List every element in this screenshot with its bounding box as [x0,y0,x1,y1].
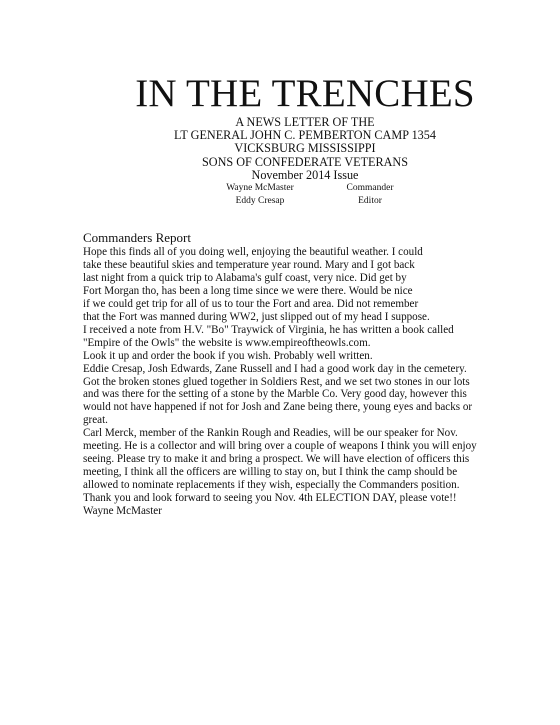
report-line: Wayne McMaster [83,505,162,518]
report-line: allowed to nominate replacements if they wish, especially the Commanders position. [83,479,460,492]
report-line: if we could get trip for all of us to tour the Fort and area. Did not remember [83,297,419,310]
report-line: Carl Merck, member of the Rankin Rough and Readies, will be our speaker for Nov. [83,427,458,440]
report-line: meeting. He is a collector and will bring over a couple of weapons I think you will enjoy [83,440,477,453]
report-line: and was there for the setting of a stone by the Marble Co. Very good day, however this [83,388,467,401]
masthead-line: VICKSBURG MISSISSIPPI [234,141,376,156]
masthead-line: SONS OF CONFEDERATE VETERANS [202,154,408,169]
report-body [83,246,543,518]
masthead [0,74,560,207]
report-line: great. [83,414,108,427]
report-line: Fort Morgan tho, has been a long time since we were there. Would be nice [83,284,413,297]
report-heading: Commanders Report [83,230,191,245]
masthead-line: A NEWS LETTER OF THE [235,115,375,129]
report-line: would not have happened if not for Josh and Zane being there, young eyes and backs or [83,401,473,414]
report-line: "Empire of the Owls" the website is www.empireoftheowls.com. [83,336,371,349]
report-line: last night from a quick trip to Alabama's gulf coast, very nice. Did get by [83,271,407,284]
report-line: I received a note from H.V. "Bo" Traywick of Virginia, he has written a book called [83,323,454,336]
issue-date: November 2014 Issue [251,167,359,182]
newsletter-title: IN THE TRENCHES [135,72,475,115]
commanders-report [83,230,543,518]
officer-role: Commander [346,183,394,194]
report-line: seeing. Please try to make it and bring a prospect. We will have election of officers this [83,453,470,466]
report-line: Thank you and look forward to seeing you Nov. 4th ELECTION DAY, please vote!! [83,492,457,505]
report-line: Got the broken stones glued together in Soldiers Rest, and we set two stones in our lots [83,375,470,388]
masthead-line: LT GENERAL JOHN C. PEMBERTON CAMP 1354 [174,128,436,143]
report-line: meeting, I think all the officers are willing to stay on, but I think the camp should be [83,466,458,479]
officer-name: Eddy Cresap [235,195,285,206]
officer-row [50,196,560,208]
report-line: Look it up and order the book if you wish. Probably well written. [83,349,373,362]
report-line: Eddie Cresap, Josh Edwards, Zane Russell and I had a good work day in the cemetery. [83,362,467,375]
officer-row [50,183,560,195]
report-line: Hope this finds all of you doing well, enjoying the beautiful weather. I could [83,246,423,258]
report-line: take these beautiful skies and temperature year round. Mary and I got back [83,258,415,271]
report-line: that the Fort was manned during WW2, just slipped out of my head I suppose. [83,310,430,323]
officer-name: Wayne McMaster [226,183,294,194]
officer-role: Editor [358,195,382,206]
